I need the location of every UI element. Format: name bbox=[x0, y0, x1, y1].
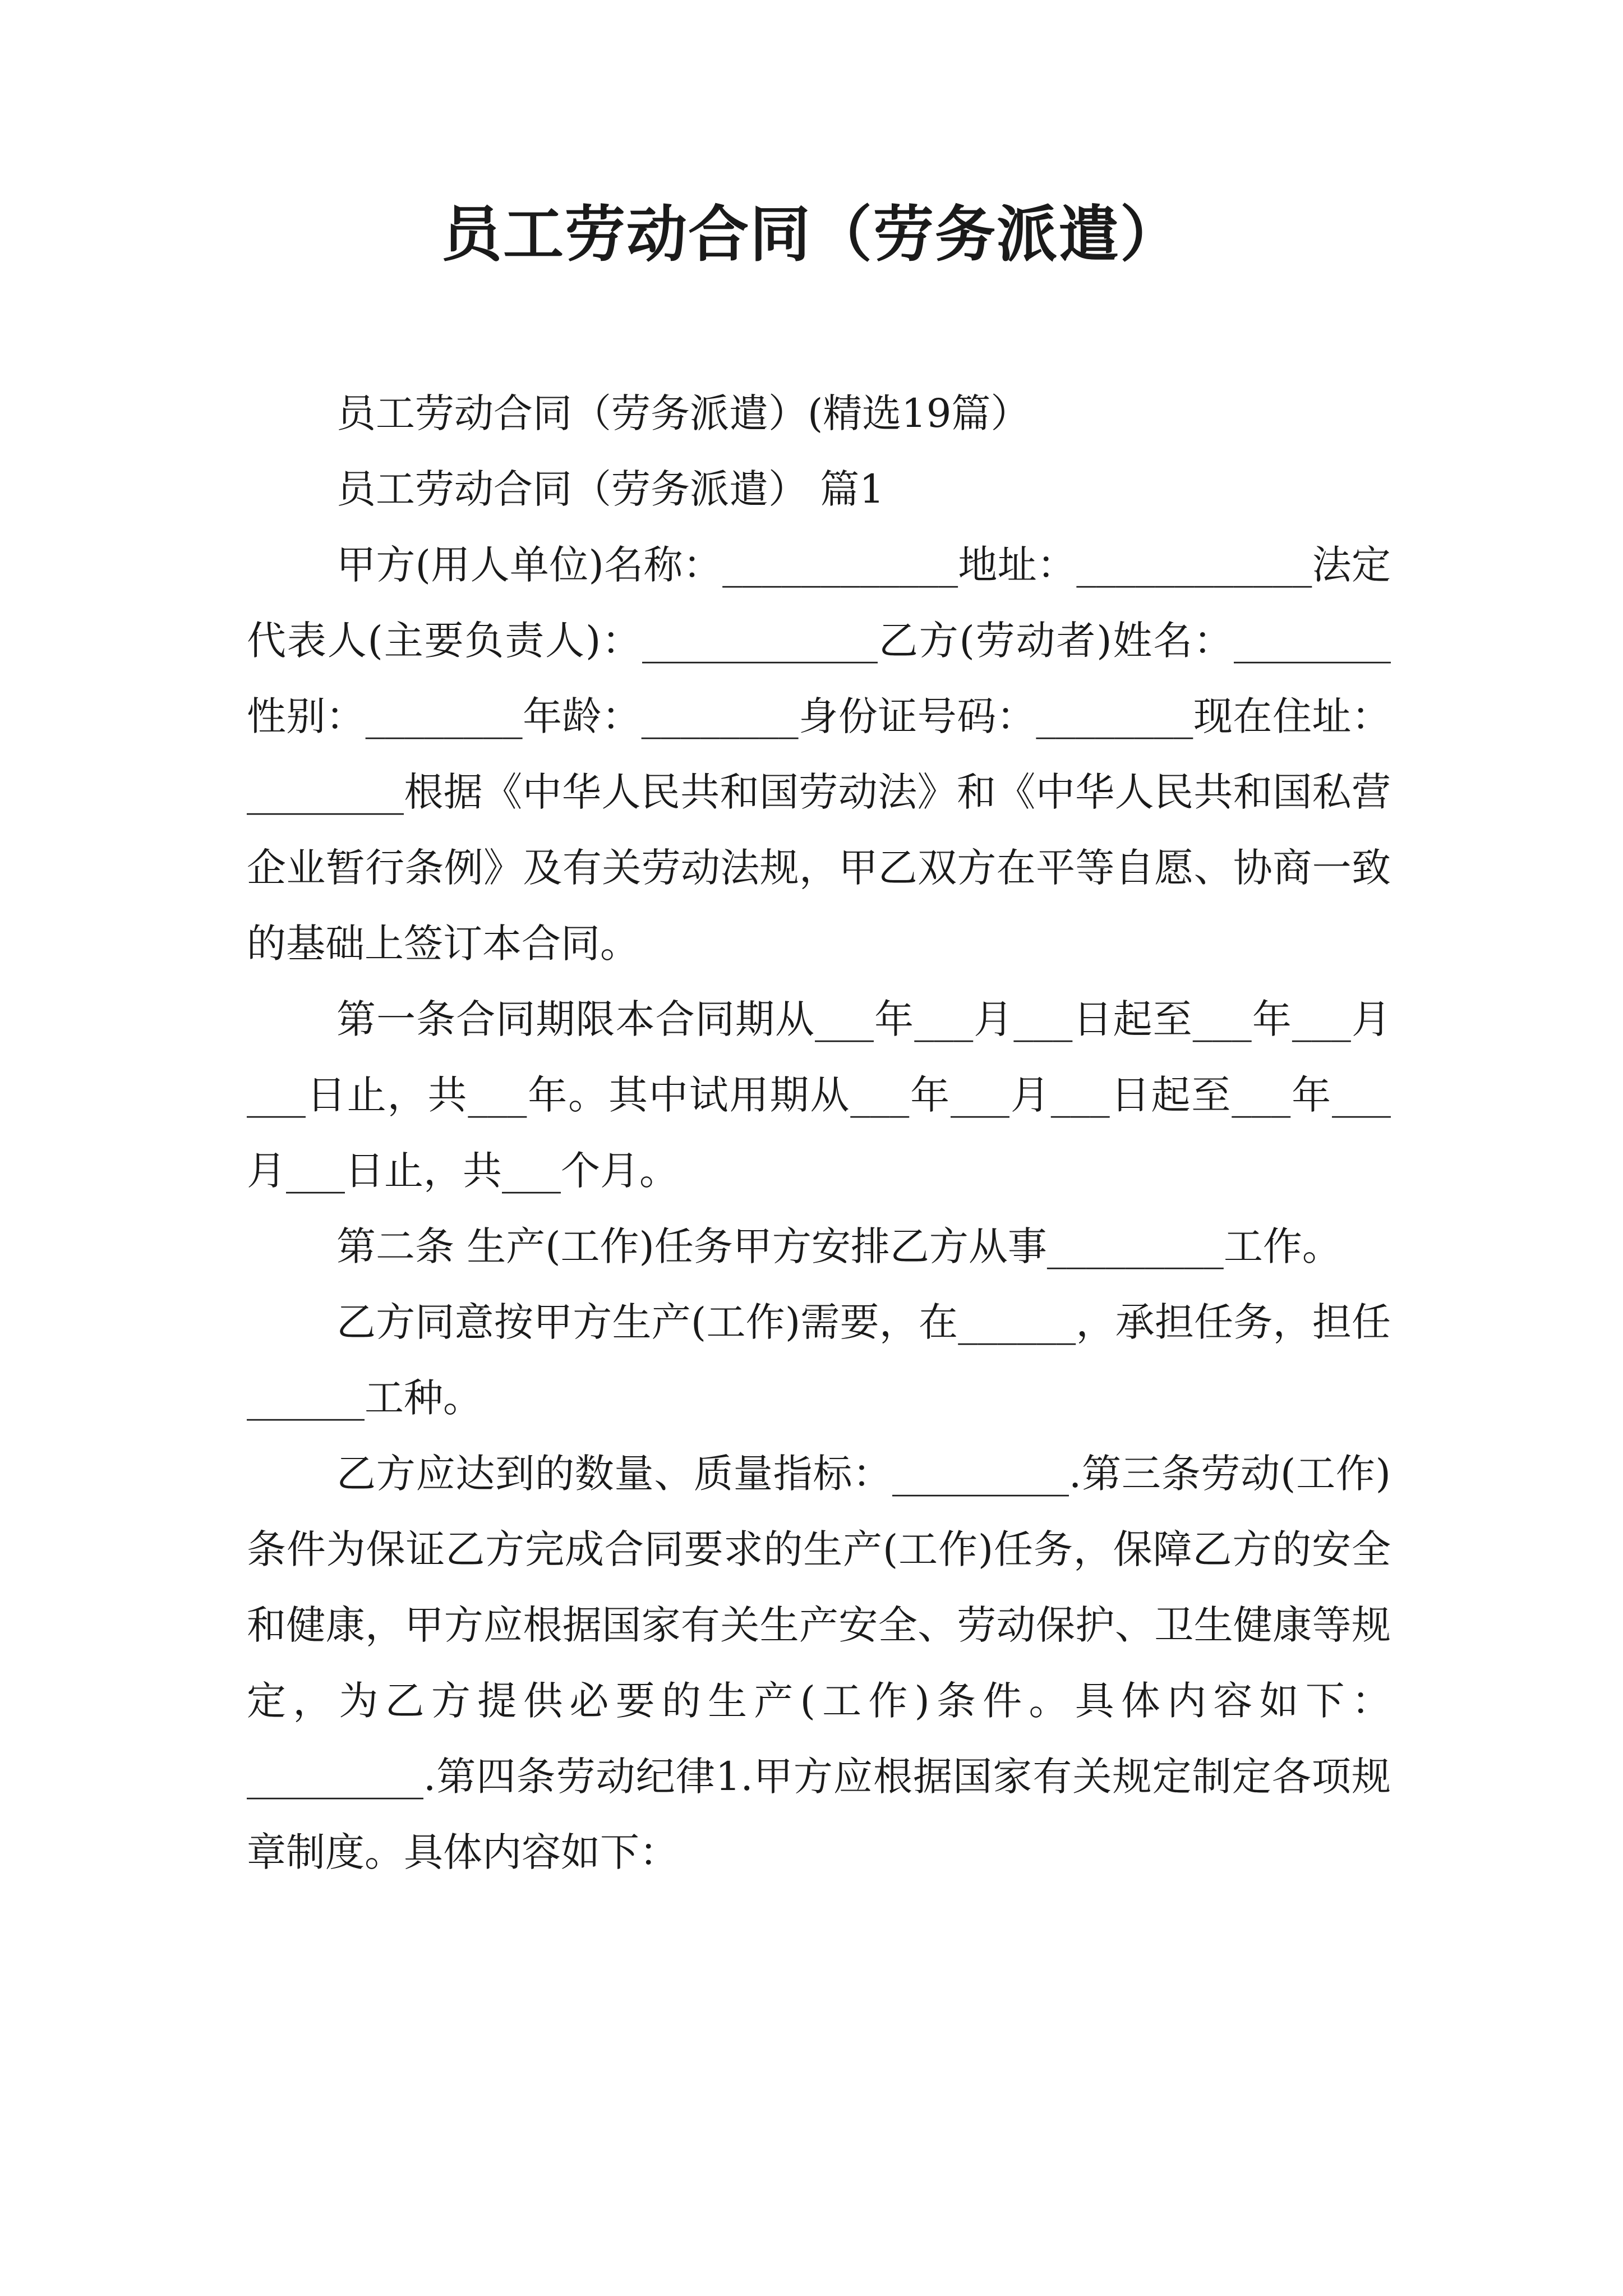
paragraph-article-1: 第一条合同期限本合同期从___年___月___日起至___年___月___日止，共___年。其中试用期从___年___月___日起至___年___月___日止，共___个月。 bbox=[247, 996, 1391, 1194]
paragraph-assignment: 乙方同意按甲方生产(工作)需要，在______，承担任务，担任______工种。 bbox=[247, 1299, 1391, 1421]
paragraph-subtitle: 员工劳动合同（劳务派遣）(精选19篇） bbox=[336, 390, 1030, 436]
document-body bbox=[247, 376, 1391, 1890]
paragraph-article-3-4: 乙方应达到的数量、质量指标：_________.第三条劳动(工作)条件为保证乙方完成合同要求的生产(工作)任务，保障乙方的安全和健康，甲方应根据国家有关生产安全、劳动保护、卫生健康等规定，为乙方提供必要的生产(工作)条件。具体内容如下：_________.第四条劳动纪律1.甲方应根据国家有关规定制定各项规章制度。具体内容如下： bbox=[247, 1451, 1391, 1875]
paragraph-section-heading: 员工劳动合同（劳务派遣） 篇1 bbox=[336, 466, 884, 512]
paragraph-parties: 甲方(用人单位)名称：____________地址：____________法定代表人(主要负责人)：____________乙方(劳动者)姓名：________性别：________年龄：________身份证号码：________现在住址：________根据《中华人民共和国劳动法》和《中华人民共和国私营企业暂行条例》及有关劳动法规，甲乙双方在平等自愿、协商一致的基础上签订本合同。 bbox=[247, 542, 1391, 967]
document-title: 员工劳动合同（劳务派遣） bbox=[441, 199, 1182, 270]
paragraph-article-2: 第二条 生产(工作)任务甲方安排乙方从事_________工作。 bbox=[336, 1223, 1341, 1269]
